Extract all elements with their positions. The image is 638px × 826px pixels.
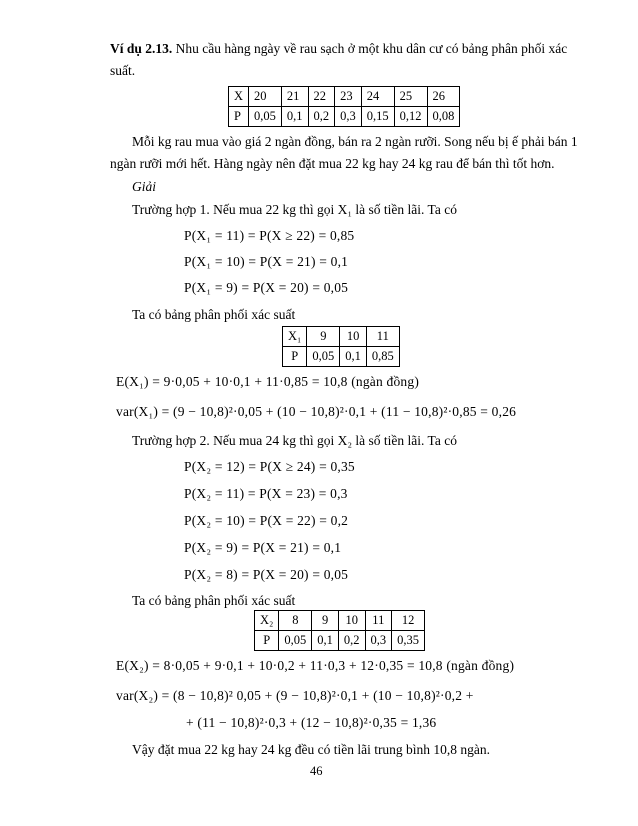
table-cell: 9 bbox=[312, 611, 339, 631]
table-cell: 0,05 bbox=[279, 631, 312, 651]
case2-equation-3: P(X₂ = 10) = P(X = 22) = 0,2 bbox=[184, 513, 349, 528]
case2-equation-1: P(X₂ = 12) = P(X ≥ 24) = 0,35 bbox=[184, 459, 355, 474]
table-row-p bbox=[283, 347, 400, 367]
table-cell: 0,1 bbox=[281, 107, 308, 127]
table-cell: 25 bbox=[394, 87, 427, 107]
table-cell: 0,3 bbox=[365, 631, 392, 651]
table-row-x bbox=[255, 611, 425, 631]
table-row-x bbox=[283, 327, 400, 347]
table-cell: 10 bbox=[340, 327, 367, 347]
case2-equation-2: P(X₂ = 11) = P(X = 23) = 0,3 bbox=[184, 486, 348, 501]
table-cell: 0,05 bbox=[307, 347, 340, 367]
table-cell: 12 bbox=[392, 611, 425, 631]
case2-intro: Trường hợp 2. Nếu mua 24 kg thì gọi X₂ là số tiền lãi. Ta có bbox=[132, 433, 457, 448]
case2-variance-line1: var(X₂) = (8 − 10,8)² 0,05 + (9 − 10,8)²·0,1 + (10 − 10,8)²·0,2 + bbox=[116, 688, 474, 703]
problem-line1: Mỗi kg rau mua vào giá 2 ngàn đồng, bán ra 2 ngàn rưỡi. Song nếu bị ế phải bán 1 bbox=[132, 134, 578, 149]
case1-expectation: E(X₁) = 9·0,05 + 10·0,1 + 11·0,85 = 10,8 (ngàn đồng) bbox=[116, 374, 420, 389]
example-paragraph bbox=[110, 40, 580, 58]
table-cell: X₁ bbox=[283, 327, 307, 347]
distribution-table-x bbox=[228, 86, 460, 127]
table-cell: P bbox=[255, 631, 279, 651]
case1-intro: Trường hợp 1. Nếu mua 22 kg thì gọi X₁ là số tiền lãi. Ta có bbox=[132, 202, 457, 217]
table-cell: 26 bbox=[427, 87, 460, 107]
table-cell: P bbox=[283, 347, 307, 367]
table-cell: 22 bbox=[308, 87, 335, 107]
case2-equation-4: P(X₂ = 9) = P(X = 21) = 0,1 bbox=[184, 540, 342, 555]
table-row-p bbox=[255, 631, 425, 651]
case1-equation-3: P(X₁ = 9) = P(X = 20) = 0,05 bbox=[184, 280, 349, 295]
distribution-table-x1 bbox=[282, 326, 400, 367]
case2-equation-5: P(X₂ = 8) = P(X = 20) = 0,05 bbox=[184, 567, 349, 582]
case2-variance-line2: + (11 − 10,8)²·0,3 + (12 − 10,8)²·0,35 = 1,36 bbox=[186, 715, 437, 730]
table-cell: 0,1 bbox=[340, 347, 367, 367]
table-cell: 0,2 bbox=[338, 631, 365, 651]
table-cell: 23 bbox=[335, 87, 362, 107]
page-number: 46 bbox=[310, 764, 323, 778]
case2-expectation: E(X₂) = 8·0,05 + 9·0,1 + 10·0,2 + 11·0,3 + 12·0,35 = 10,8 (ngàn đồng) bbox=[116, 658, 515, 673]
table-cell: 0,15 bbox=[361, 107, 394, 127]
table-cell: 8 bbox=[279, 611, 312, 631]
table-cell: 10 bbox=[338, 611, 365, 631]
table-cell: 0,12 bbox=[394, 107, 427, 127]
case1-variance: var(X₁) = (9 − 10,8)²·0,05 + (10 − 10,8)²·0,1 + (11 − 10,8)²·0,85 = 0,26 bbox=[116, 404, 517, 419]
solution-label: Giải bbox=[132, 179, 157, 194]
distribution-table-x2 bbox=[254, 610, 425, 651]
table-cell: 0,05 bbox=[249, 107, 282, 127]
table-cell: 0,2 bbox=[308, 107, 335, 127]
table-cell: 11 bbox=[366, 327, 399, 347]
example-heading: Ví dụ 2.13. bbox=[110, 41, 173, 56]
table-cell: 21 bbox=[281, 87, 308, 107]
table-cell: 0,3 bbox=[335, 107, 362, 127]
table-row-p bbox=[229, 107, 460, 127]
case1-table-intro: Ta có bảng phân phối xác suất bbox=[132, 307, 296, 322]
case1-equation-2: P(X₁ = 10) = P(X = 21) = 0,1 bbox=[184, 254, 349, 269]
table-cell: 0,85 bbox=[366, 347, 399, 367]
example-text-line2: suất. bbox=[110, 63, 136, 78]
table-cell: 11 bbox=[365, 611, 392, 631]
table-cell: 9 bbox=[307, 327, 340, 347]
example-text-line1: Nhu cầu hàng ngày về rau sạch ở một khu dân cư có bảng phân phối xác bbox=[172, 41, 568, 56]
table-cell: 24 bbox=[361, 87, 394, 107]
table-cell: X₂ bbox=[255, 611, 279, 631]
problem-line2: ngàn rưỡi mới hết. Hàng ngày nên đặt mua 22 kg hay 24 kg rau để bán thì tốt hơn. bbox=[110, 156, 555, 171]
table-cell: P bbox=[229, 107, 249, 127]
table-cell: X bbox=[229, 87, 249, 107]
table-row-x bbox=[229, 87, 460, 107]
case1-equation-1: P(X₁ = 11) = P(X ≥ 22) = 0,85 bbox=[184, 228, 355, 243]
conclusion: Vậy đặt mua 22 kg hay 24 kg đều có tiền lãi trung bình 10,8 ngàn. bbox=[132, 742, 491, 757]
table-cell: 0,35 bbox=[392, 631, 425, 651]
table-cell: 0,08 bbox=[427, 107, 460, 127]
case2-table-intro: Ta có bảng phân phối xác suất bbox=[132, 593, 296, 608]
table-cell: 20 bbox=[249, 87, 282, 107]
table-cell: 0,1 bbox=[312, 631, 339, 651]
